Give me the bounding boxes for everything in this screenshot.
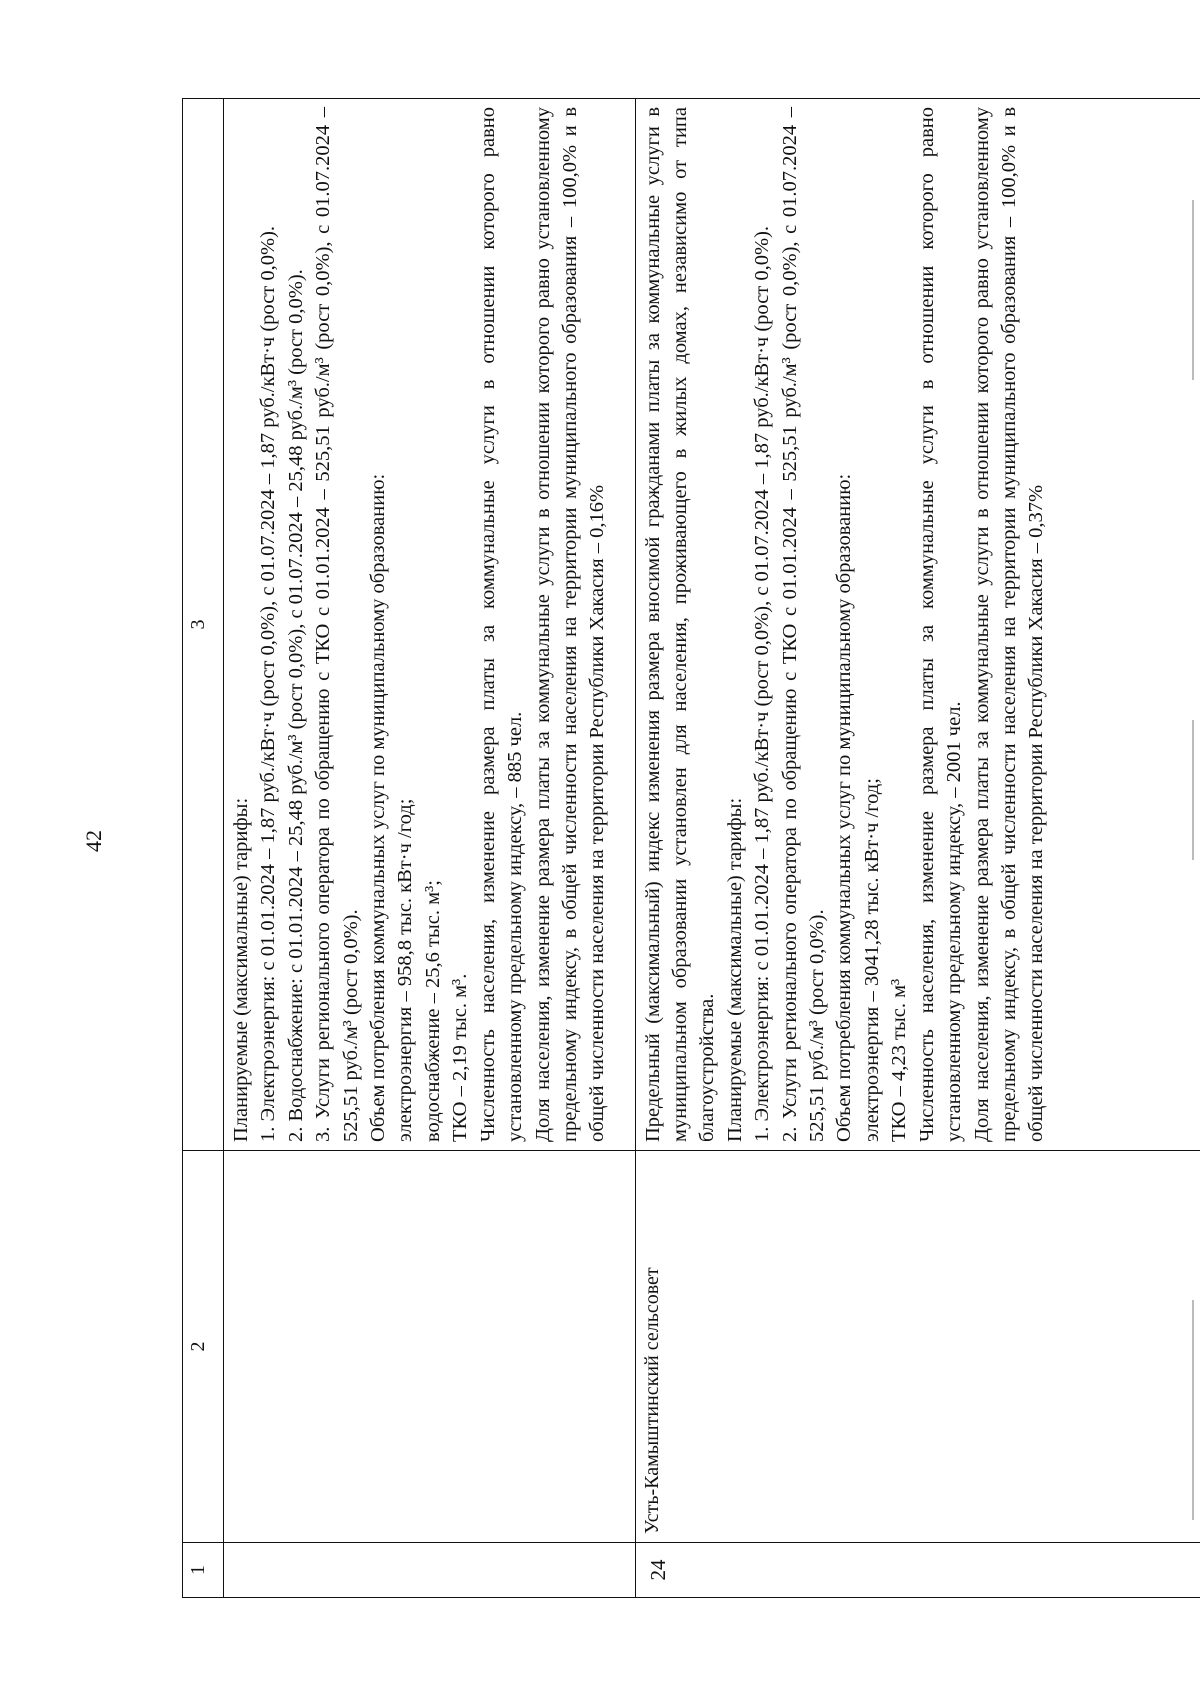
text-line: электроэнергия – 3041,28 тыс. кВт·ч /год; bbox=[860, 778, 883, 1142]
text-line: Объем потребления коммунальных услуг по муниципальному образованию: bbox=[833, 473, 856, 1142]
table-row bbox=[224, 99, 636, 1598]
row-number: 24 bbox=[635, 1543, 1200, 1598]
text-line: Доля населения, изменение размера платы за коммунальные услуги в отношении которого равно установленному предельному индексу, в общей численности населения на территории муниципального образования – 100,0% и в общей численности населения на территории Республики Хакасия – 0,37% bbox=[970, 107, 1048, 1142]
municipality-name bbox=[224, 1151, 636, 1543]
text-line: Планируемые (максимальные) тарифы: bbox=[723, 797, 746, 1142]
header-cell-2: 2 bbox=[183, 1151, 224, 1543]
text-line: Доля населения, изменение размера платы за коммунальные услуги в отношении которого равно установленному предельному индексу, в общей численности населения на территории муниципального образования – 100,0% и в общей численности населения на территории Республики Хакасия – 0,16% bbox=[531, 107, 609, 1142]
header-cell-3: 3 bbox=[183, 99, 224, 1151]
text-line: Планируемые (максимальные) тарифы: bbox=[230, 797, 253, 1142]
text-line: 1. Электроэнергия: с 01.01.2024 – 1,87 руб./кВт·ч (рост 0,0%), с 01.07.2024 – 1,87 руб./кВт·ч (рост 0,0%). bbox=[257, 225, 280, 1142]
text-line: 2. Услуги регионального оператора по обращению с ТКО с 01.01.2024 – 525,51 руб./м³ (рост 0,0%), с 01.07.2024 – 525,51 руб./м³ (рост 0,0%). bbox=[778, 107, 829, 1142]
text-line: Численность населения, изменение размера платы за коммунальные услуги в отношении которого равно установленному предельному индексу, – 2001 чел. bbox=[915, 107, 966, 1142]
text-line: 1. Электроэнергия: с 01.01.2024 – 1,87 руб./кВт·ч (рост 0,0%), с 01.07.2024 – 1,87 руб./кВт·ч (рост 0,0%). bbox=[751, 225, 774, 1142]
page-number: 42 bbox=[81, 830, 106, 852]
text-line: ТКО – 4,23 тыс. м³ bbox=[888, 978, 911, 1142]
text-line: 3. Услуги регионального оператора по обращению с ТКО с 01.01.2024 – 525,51 руб./м³ (рост 0,0%), с 01.07.2024 – 525,51 руб./м³ (рост 0,0%). bbox=[312, 107, 362, 1142]
table-row bbox=[635, 99, 1200, 1598]
text-line: Объем потребления коммунальных услуг по муниципальному образованию: bbox=[367, 473, 390, 1142]
table-header-row bbox=[183, 99, 224, 1598]
text-line: электроэнергия – 958,8 тыс. кВт·ч /год; bbox=[394, 798, 417, 1142]
text-line: 2. Водоснабжение: с 01.01.2024 – 25,48 руб./м³ (рост 0,0%), с 01.07.2024 – 25,48 руб./м³ (рост 0,0%). bbox=[284, 269, 307, 1142]
municipality-name: Усть-Камыштинский сельсовет bbox=[635, 1151, 1200, 1543]
rotated-table-container bbox=[182, 98, 1200, 1598]
tariff-table bbox=[182, 98, 1200, 1598]
tariff-description bbox=[635, 99, 1200, 1151]
text-line: ТКО – 2,19 тыс. м³. bbox=[449, 973, 472, 1142]
header-cell-1: 1 bbox=[183, 1543, 224, 1598]
text-line: Численность населения, изменение размера платы за коммунальные услуги в отношении которого равно установленному предельному индексу, – 885 чел. bbox=[476, 107, 527, 1142]
row-number bbox=[224, 1543, 636, 1598]
text-line: Предельный (максимальный) индекс изменения размера вносимой гражданами платы за коммунальные услуги в муниципальном образовании установлен для населения, проживающего в жилых домах, независимо от типа благоустройства. bbox=[641, 107, 719, 1142]
text-line: водоснабжение – 25,6 тыс. м³; bbox=[421, 880, 444, 1142]
tariff-description bbox=[224, 99, 636, 1151]
